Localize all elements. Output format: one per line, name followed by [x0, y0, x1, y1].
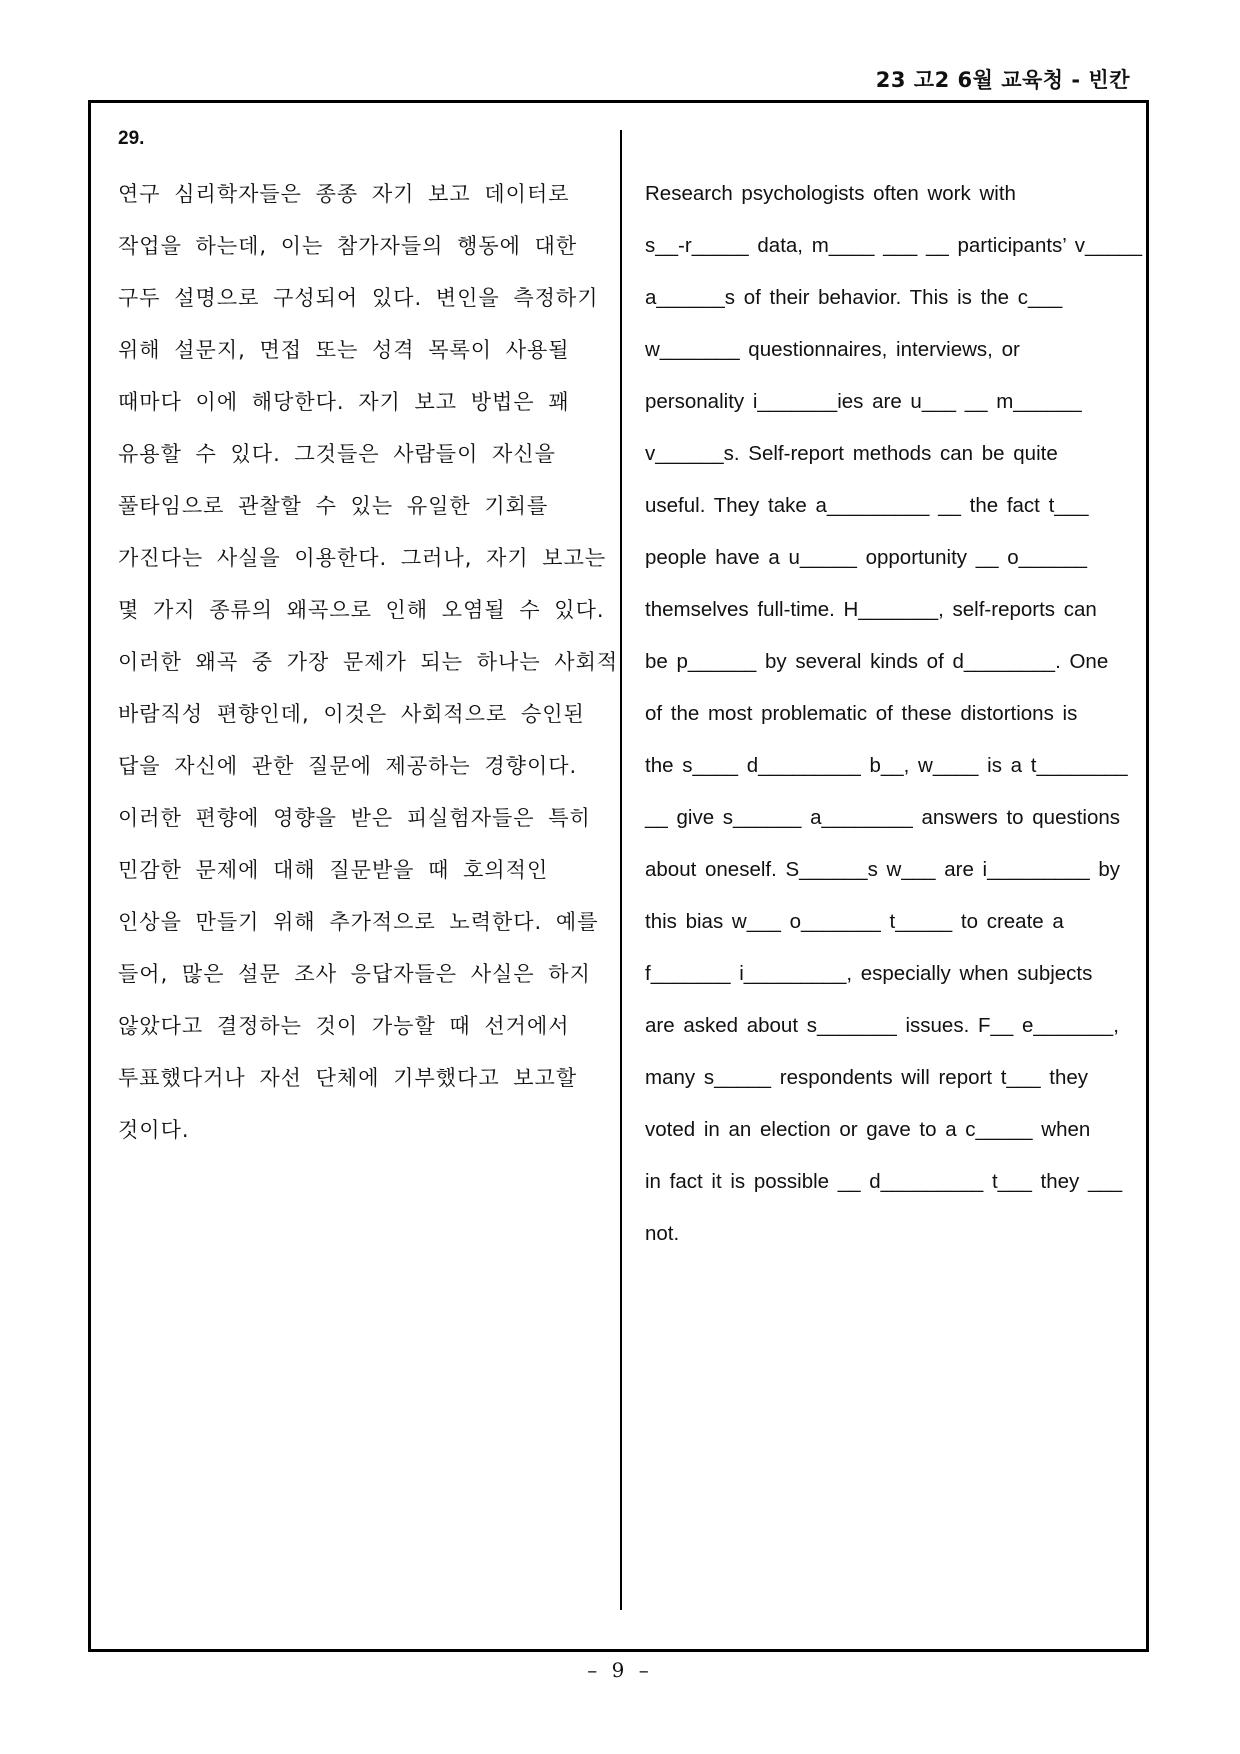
english-cloze-line: many s_____ respondents will report t___ they — [645, 1066, 1089, 1089]
korean-line: 가진다는 사실을 이용한다. 그러나, 자기 보고는 — [118, 546, 607, 570]
korean-line: 이러한 편향에 영향을 받은 피실험자들은 특히 — [118, 806, 591, 830]
english-cloze-line: in fact it is possible __ d_________ t___ they ___ — [645, 1170, 1123, 1193]
english-cloze-line: about oneself. S______s w___ are i_________ by — [645, 858, 1121, 881]
question-number: 29. — [118, 128, 145, 149]
english-cloze-line: themselves full-time. H_______, self-reports can — [645, 598, 1097, 621]
english-cloze-line: useful. They take a_________ __ the fact t___ — [645, 494, 1089, 517]
column-divider — [620, 130, 622, 1610]
korean-line: 것이다. — [118, 1118, 190, 1142]
english-cloze-line: are asked about s_______ issues. F__ e_______, — [645, 1014, 1119, 1037]
korean-line: 때마다 이에 해당한다. 자기 보고 방법은 꽤 — [118, 390, 570, 414]
english-cloze-line: Research psychologists often work with — [645, 182, 1016, 205]
english-cloze-line: w_______ questionnaires, interviews, or — [645, 338, 1020, 361]
korean-line: 작업을 하는데, 이는 참가자들의 행동에 대한 — [118, 234, 578, 258]
korean-line: 투표했다거나 자선 단체에 기부했다고 보고할 — [118, 1066, 578, 1090]
english-cloze-line: a______s of their behavior. This is the c___ — [645, 286, 1063, 309]
korean-line: 몇 가지 종류의 왜곡으로 인해 오염될 수 있다. — [118, 598, 605, 622]
korean-line: 연구 심리학자들은 종종 자기 보고 데이터로 — [118, 182, 570, 206]
english-cloze-line: people have a u_____ opportunity __ o______ — [645, 546, 1088, 569]
english-cloze-line: not. — [645, 1222, 680, 1245]
korean-line: 구두 설명으로 구성되어 있다. 변인을 측정하기 — [118, 286, 599, 310]
document-header-title: 23 고2 6월 교육청 - 빈칸 — [875, 68, 1130, 92]
korean-line: 인상을 만들기 위해 추가적으로 노력한다. 예를 — [118, 910, 599, 934]
korean-line: 유용할 수 있다. 그것들은 사람들이 자신을 — [118, 442, 556, 466]
korean-line: 위해 설문지, 면접 또는 성격 목록이 사용될 — [118, 338, 570, 362]
korean-translation-column — [118, 168, 619, 1156]
english-cloze-line: s__-r_____ data, m____ ___ __ participants’ v_____ — [645, 234, 1143, 257]
korean-line: 이러한 왜곡 중 가장 문제가 되는 하나는 사회적 — [118, 650, 619, 674]
korean-line: 풀타임으로 관찰할 수 있는 유일한 기회를 — [118, 494, 549, 518]
korean-line: 않았다고 결정하는 것이 가능할 때 선거에서 — [118, 1014, 570, 1038]
english-cloze-line: of the most problematic of these distortions is — [645, 702, 1078, 725]
english-cloze-line: personality i_______ies are u___ __ m______ — [645, 390, 1082, 413]
english-cloze-line: this bias w___ o_______ t_____ to create a — [645, 910, 1064, 933]
english-cloze-line: voted in an election or gave to a c_____ when — [645, 1118, 1091, 1141]
korean-line: 들어, 많은 설문 조사 응답자들은 사실은 하지 — [118, 962, 591, 986]
korean-line: 바람직성 편향인데, 이것은 사회적으로 승인된 — [118, 702, 585, 726]
korean-line: 답을 자신에 관한 질문에 제공하는 경향이다. — [118, 754, 578, 778]
korean-line: 민감한 문제에 대해 질문받을 때 호의적인 — [118, 858, 549, 882]
english-cloze-line: f_______ i_________, especially when subjects — [645, 962, 1093, 985]
english-cloze-line: be p______ by several kinds of d________. One — [645, 650, 1109, 673]
english-cloze-line: the s____ d_________ b__, w____ is a t________ — [645, 754, 1128, 777]
english-cloze-line: __ give s______ a________ answers to questions — [645, 806, 1121, 829]
english-cloze-column — [645, 168, 1143, 1260]
page-number: – 9 – — [587, 1658, 653, 1682]
english-cloze-line: v______s. Self-report methods can be quite — [645, 442, 1058, 465]
